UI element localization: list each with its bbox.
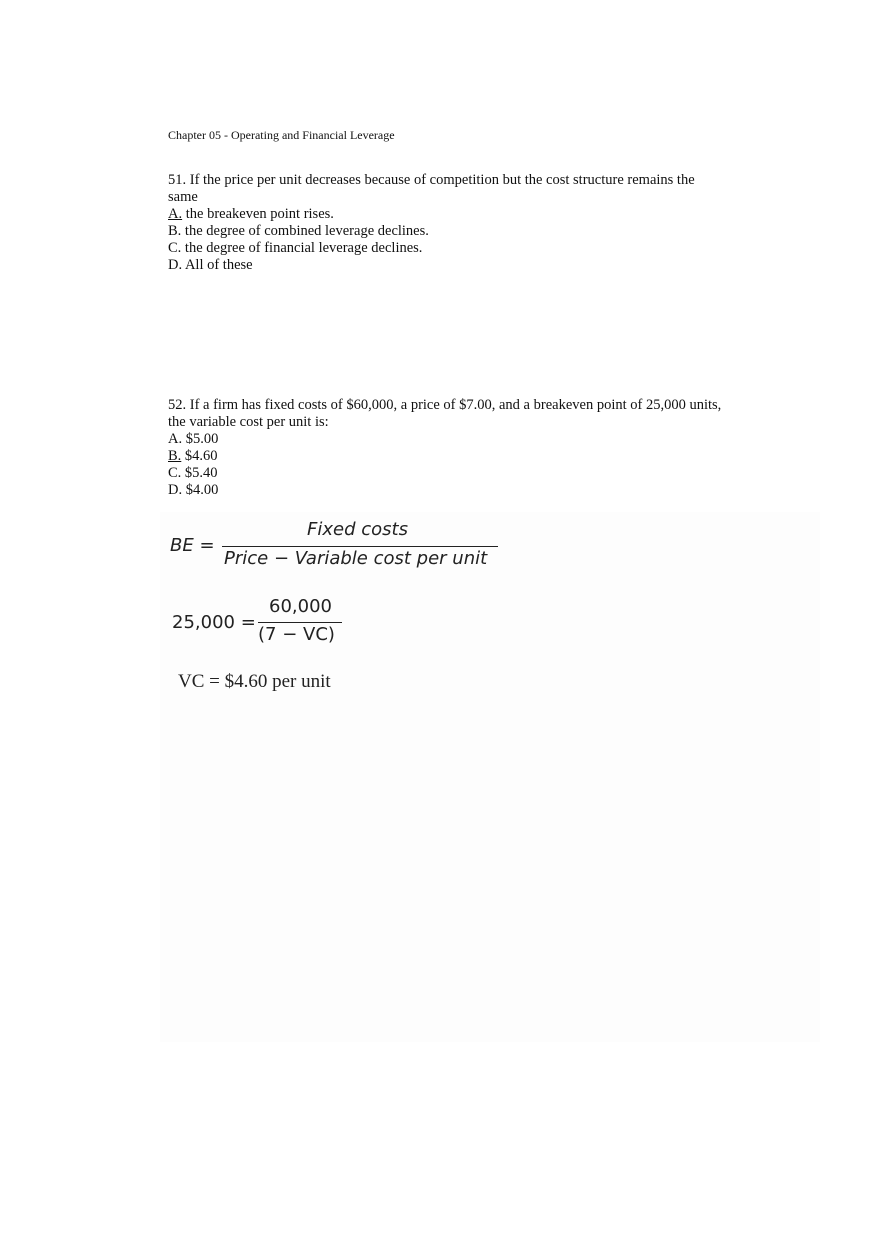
- question-51: [168, 172, 728, 274]
- chapter-header: Chapter 05 - Operating and Financial Leverage: [168, 128, 395, 142]
- option-text: the breakeven point rises.: [185, 206, 334, 222]
- option-text: $4.60: [184, 448, 218, 464]
- answer-option-d: [168, 257, 728, 274]
- answer-option-a: [168, 431, 728, 448]
- option-text: the degree of combined leverage declines.: [184, 223, 429, 239]
- question-stem: [168, 397, 728, 431]
- answer-option-b: [168, 448, 728, 465]
- question-number: 52.: [168, 397, 187, 413]
- option-text: All of these: [184, 257, 253, 273]
- option-text: $4.00: [185, 482, 219, 498]
- formula-numerator: Fixed costs: [307, 519, 408, 540]
- option-letter: B.: [168, 448, 182, 464]
- breakeven-formula: [170, 515, 510, 575]
- question-52: [168, 397, 728, 499]
- answer-option-d: [168, 482, 728, 499]
- option-letter: A.: [168, 431, 183, 447]
- formula-lhs: 25,000 =: [172, 612, 256, 633]
- answer-option-c: [168, 465, 728, 482]
- option-text: $5.40: [184, 465, 218, 481]
- option-letter: D.: [168, 257, 183, 273]
- option-text: the degree of financial leverage declines.: [184, 240, 423, 256]
- question-number: 51.: [168, 172, 187, 188]
- question-text: If a firm has fixed costs of $60,000, a price of $7.00, and a breakeven point of 25,000 units, the variable cost per unit is:: [168, 397, 722, 430]
- question-stem: [168, 172, 728, 206]
- answer-option-b: [168, 223, 728, 240]
- formula-denominator: (7 − VC): [258, 624, 335, 645]
- option-letter: A.: [168, 206, 183, 222]
- formula-image-panel: [160, 512, 820, 1042]
- formula-numerator: 60,000: [269, 596, 332, 617]
- breakeven-substitution: [172, 596, 362, 656]
- answer-option-a: [168, 206, 728, 223]
- option-letter: C.: [168, 465, 182, 481]
- formula-lhs: BE =: [170, 535, 215, 556]
- variable-cost-result: VC = $4.60 per unit: [178, 671, 331, 692]
- option-letter: B.: [168, 223, 182, 239]
- question-text: If the price per unit decreases because of competition but the cost structure remains the same: [168, 172, 695, 205]
- option-letter: D.: [168, 482, 183, 498]
- option-text: $5.00: [185, 431, 219, 447]
- formula-denominator: Price − Variable cost per unit: [224, 548, 488, 569]
- option-letter: C.: [168, 240, 182, 256]
- answer-option-c: [168, 240, 728, 257]
